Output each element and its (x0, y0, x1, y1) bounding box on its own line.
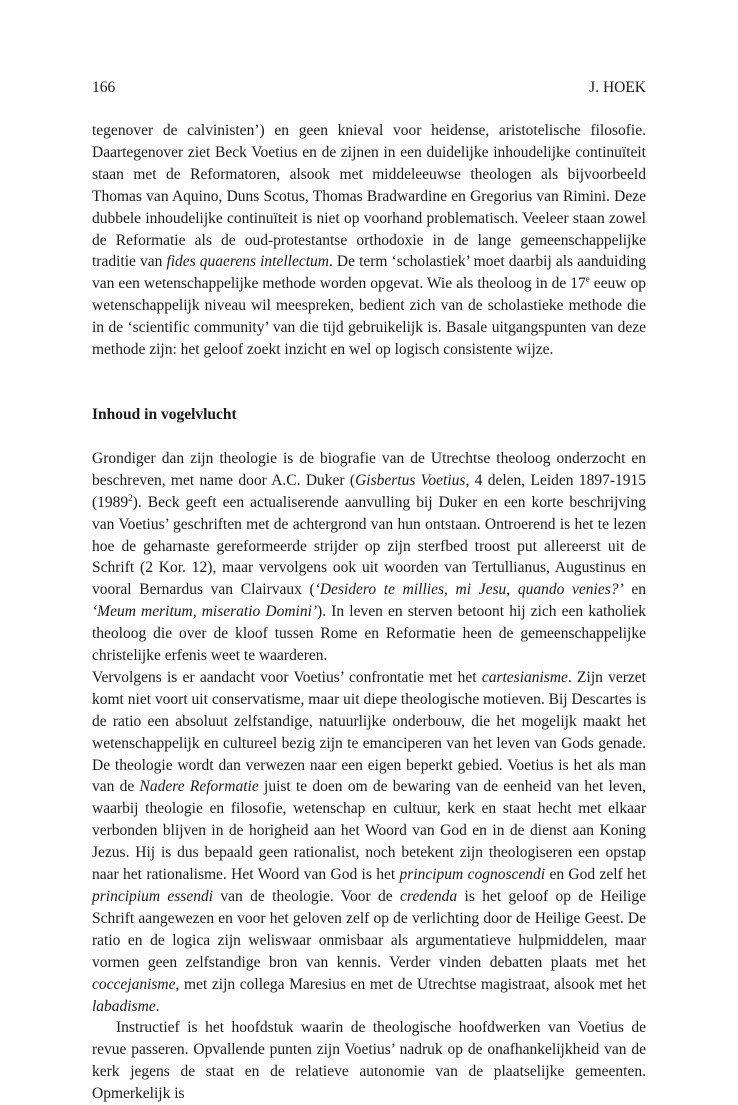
paragraph-3: Vervolgens is er aandacht voor Voetius’ confrontatie met het cartesianisme. Zijn verzet komt niet voort uit conservatisme, maar uit diepe theologische motieven. Bij Descartes is de ratio een absoluut zelfstandige, natuurlijke onderbouw, die het mogelijk maakt het wetenschappelijk en cultureel bezig zijn te emanciperen van het leven van Gods genade. De theologie wordt dan verwezen naar een eigen beperkt gebied. Voetius is het als man van de Nadere Reformatie juist te doen om de bewaring van de eenheid van het leven, waarbij theologie en filosofie, wetenschap en cultuur, kerk en staat hecht met elkaar verbonden blijven in de horigheid aan het Woord van God en in de dienst aan Koning Jezus. Hij is dus bepaald geen rationalist, noch betekent zijn theologiseren een opstap naar het rationalisme. Het Woord van God is het principum cognoscendi en God zelf het principium essendi van de theologie. Voor de credenda is het geloof op de Heilige Schrift aangewezen en voor het geloven zelf op de verlichting door de Heilige Geest. De ratio en de logica zijn weliswaar onmisbaar als argumentatieve hulpmiddelen, maar vormen geen zelfstandige bron van kennis. Verder vinden debatten plaats met het coccejanisme, met zijn collega Maresius en met de Utrechtse magistraat, alsook met het labadisme. (92, 668, 646, 1015)
superscript: e (585, 274, 590, 285)
italic-term: labadisme (92, 997, 156, 1015)
page-number: 166 (92, 79, 116, 96)
italic-term: credenda (400, 888, 458, 905)
italic-term: fides quaerens intellectum (166, 253, 329, 271)
italic-term: cartesianisme (481, 668, 568, 686)
superscript: 2 (128, 492, 133, 503)
paragraph-4: Instructief is het hoofdstuk waarin de theologische hoofdwerken van Voetius de revue passeren. Opvallende punten zijn Voetius’ nadruk op de onafhankelijkheid van de kerk jegens de staat en de relatieve autonomie van de plaatselijke gemeenten. Opmerkelijk is (92, 1019, 646, 1103)
italic-quote: ‘Desidero te millies, mi Jesu, quando venies?’ (314, 581, 624, 599)
body-text (92, 120, 646, 1105)
paragraph-2: Grondiger dan zijn theologie is de biografie van de Utrechtse theoloog onderzocht en beschreven, met name door A.C. Duker (Gisbertus Voetius, 4 delen, Leiden 1897-1915 (1989$^2$). Beck geeft een actualiserende aanvulling bij Duker en een korte beschrijving van Voetius’ geschriften met de achtergrond van hun ontstaan. Ontroerend is het te lezen hoe de geharnaste gereformeerde strijder op zijn sterfbed troost put allereerst uit de Schrift (2 Kor. 12), maar vervolgens ook uit woorden van Tertullianus, Augustinus en vooral Bernardus van Clairvaux (‘Desidero te millies, mi Jesu, quando venies?’ en ‘Meum meritum, miseratio Domini’). In leven en sterven betoont hij zich een katholiek theoloog die over de kloof tussen Rome en Reformatie heen de gemeenschappelijke christelijke erfenis weet te waarderen. (92, 449, 646, 665)
italic-term: principium essendi (92, 888, 214, 905)
italic-quote: ‘Meum meritum, miseratio Domini’ (92, 603, 318, 621)
running-header (92, 78, 646, 98)
paragraph-1: tegenover de calvinisten’) en geen knieval voor heidense, aristotelische filosofie. Daartegenover ziet Beck Voetius en de zijnen in een duidelijke inhoudelijke continuïteit staan met de Reformatoren, alsook met middeleeuwse theologen als bijvoorbeeld Thomas van Aquino, Duns Scotus, Thomas Bradwardine en Gregorius van Rimini. Deze dubbele inhoudelijke continuïteit is niet op voorhand problematisch. Veeleer staan zowel de Reformatie als de oud-protestantse orthodoxie in de lange gemeenschappelijke traditie van fides quaerens intellectum. De term ‘scholastiek’ moet daarbij als aanduiding van een wetenschappelijke methode worden opgevat. Wie als theoloog in de 17e eeuw op wetenschappelijk niveau wil meespreken, bedient zich van de scholastieke methode die in de ‘scientific community’ van die tijd gebruikelijk is. Basale uitgangspunten van deze methode zijn: het geloof zoekt inzicht en wel op logisch consistente wijze. (92, 122, 647, 359)
italic-term: Nadere Reformatie (139, 778, 259, 796)
section-heading: Inhoud in vogelvlucht (92, 405, 237, 423)
running-title: J. HOEK (589, 79, 646, 96)
italic-term: coccejanisme (92, 975, 176, 993)
italic-title: Gisbertus Voetius (355, 471, 466, 489)
italic-term: principum cognoscendi (399, 866, 546, 884)
